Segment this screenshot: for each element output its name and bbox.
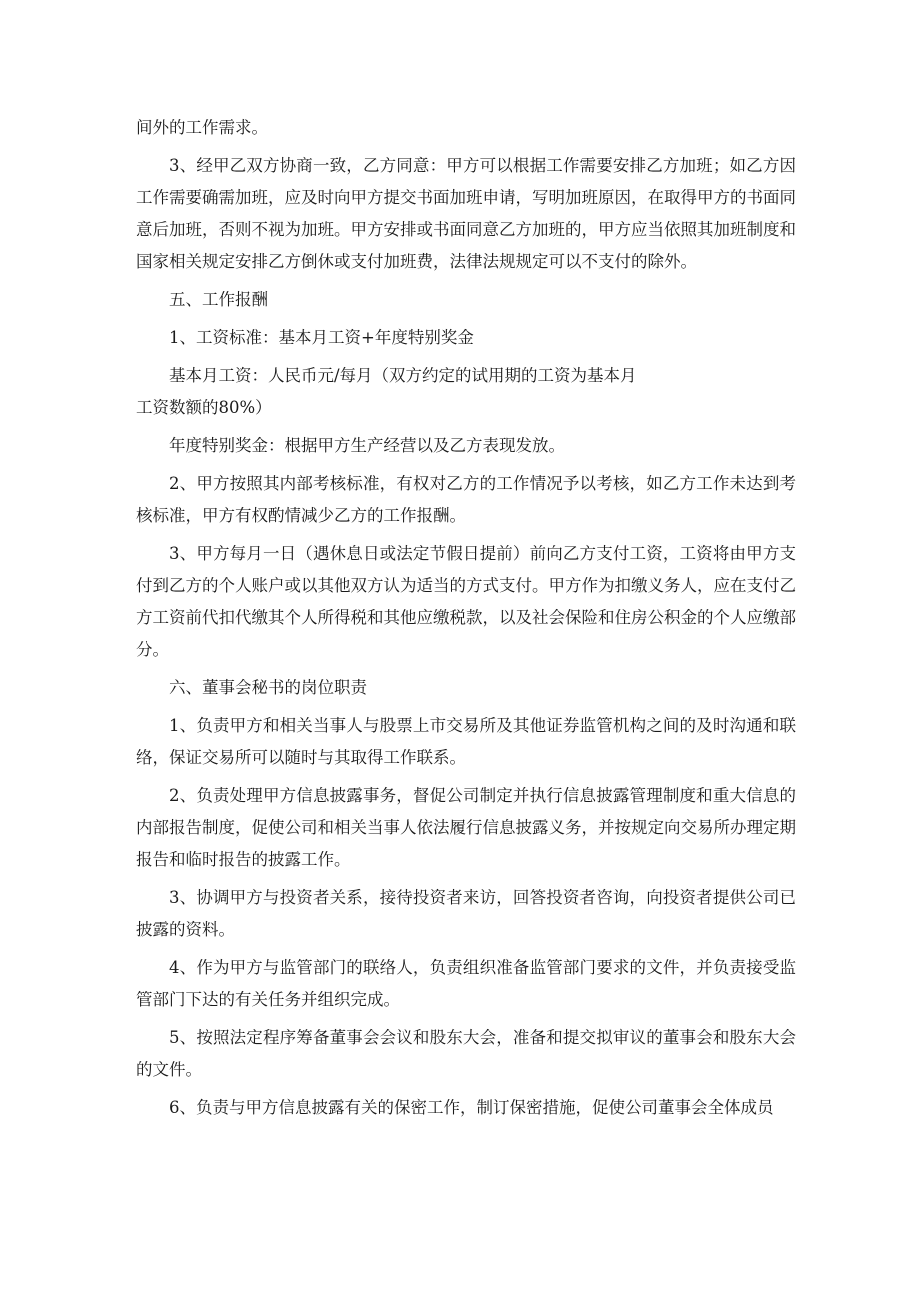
document-body bbox=[136, 112, 796, 1130]
paragraph-continuation: 间外的工作需求。 bbox=[136, 118, 268, 137]
section-heading-compensation: 五、工作报酬 bbox=[169, 290, 268, 309]
paragraph-payment-schedule: 3、甲方每月一日（遇休息日或法定节假日提前）前向乙方支付工资，工资将由甲方支付到乙方的个人账户或以其他双方认为适当的方式支付。甲方作为扣缴义务人，应在支付乙方工资前代扣代缴其个人所得税和其他应缴税款，以及社会保险和住房公积金的个人应缴部分。 bbox=[136, 544, 796, 659]
paragraph-duty-6: 6、负责与甲方信息披露有关的保密工作，制订保密措施，促使公司董事会全体成员 bbox=[169, 1098, 774, 1117]
section-heading-secretary-duties: 六、董事会秘书的岗位职责 bbox=[169, 678, 367, 697]
paragraph-duty-3: 3、协调甲方与投资者关系，接待投资者来访，回答投资者咨询，向投资者提供公司已披露的资料。 bbox=[136, 888, 796, 939]
paragraph-salary-standard: 1、工资标准：基本月工资+年度特别奖金 bbox=[169, 328, 474, 347]
paragraph-base-salary-continued: 工资数额的80%） bbox=[136, 398, 272, 417]
paragraph-base-salary: 基本月工资：人民币元/每月（双方约定的试用期的工资为基本月 bbox=[169, 366, 637, 385]
paragraph-annual-bonus: 年度特别奖金：根据甲方生产经营以及乙方表现发放。 bbox=[169, 436, 565, 455]
paragraph-duty-2: 2、负责处理甲方信息披露事务，督促公司制定并执行信息披露管理制度和重大信息的内部报告制度，促使公司和相关当事人依法履行信息披露义务，并按规定向交易所办理定期报告和临时报告的披露工作。 bbox=[136, 786, 796, 869]
paragraph-duty-5: 5、按照法定程序筹备董事会会议和股东大会，准备和提交拟审议的董事会和股东大会的文件。 bbox=[136, 1028, 796, 1079]
paragraph-duty-1: 1、负责甲方和相关当事人与股票上市交易所及其他证券监管机构之间的及时沟通和联络，保证交易所可以随时与其取得工作联系。 bbox=[136, 716, 796, 767]
paragraph-duty-4: 4、作为甲方与监管部门的联络人，负责组织准备监管部门要求的文件，并负责接受监管部门下达的有关任务并组织完成。 bbox=[136, 958, 796, 1009]
paragraph-assessment: 2、甲方按照其内部考核标准，有权对乙方的工作情况予以考核，如乙方工作未达到考核标准，甲方有权酌情减少乙方的工作报酬。 bbox=[136, 474, 796, 525]
paragraph-overtime-clause: 3、经甲乙双方协商一致，乙方同意：甲方可以根据工作需要安排乙方加班；如乙方因工作需要确需加班，应及时向甲方提交书面加班申请，写明加班原因，在取得甲方的书面同意后加班，否则不视为加班。甲方安排或书面同意乙方加班的，甲方应当依照其加班制度和国家相关规定安排乙方倒休或支付加班费，法律法规规定可以不支付的除外。 bbox=[136, 156, 796, 271]
